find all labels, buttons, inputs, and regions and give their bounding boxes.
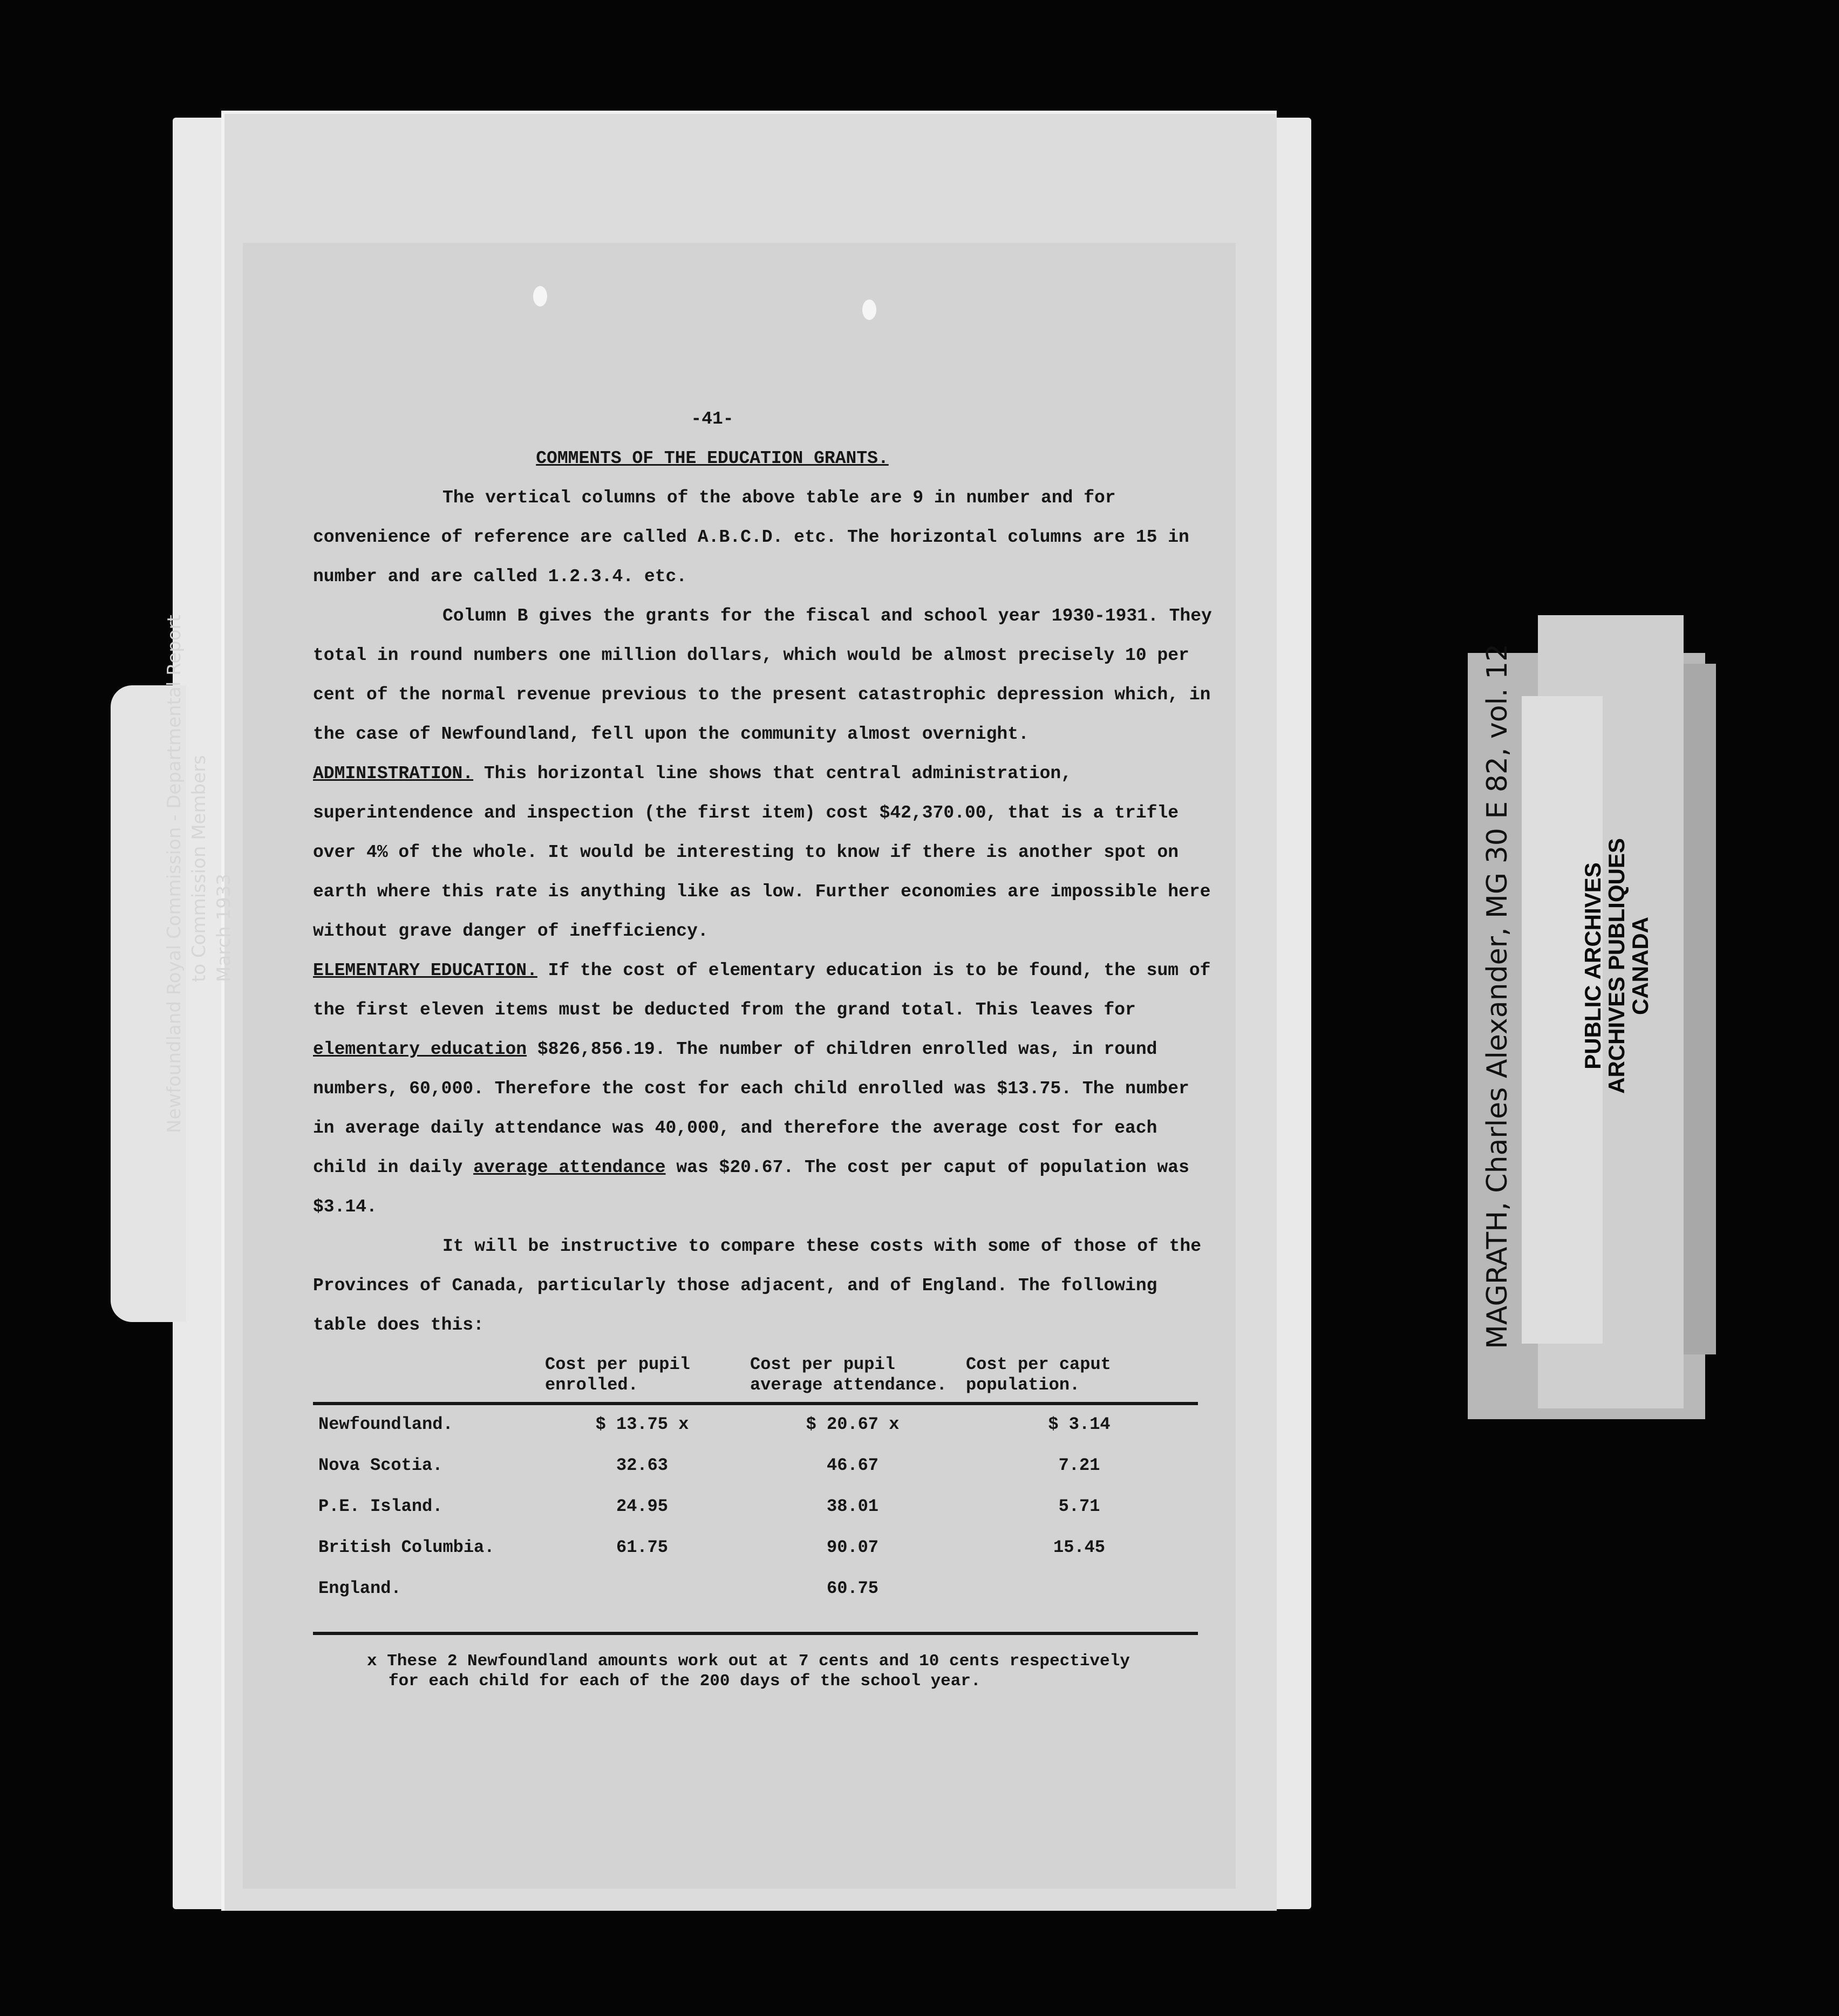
cost-comparison-table — [313, 1350, 1198, 1635]
page-content — [313, 399, 1220, 1691]
elementary-text-3: was $20.67. The cost per caput of population was $3.14. — [313, 1157, 1189, 1217]
table-cell: Nova Scotia. — [318, 1455, 443, 1475]
archive-stamp-line: ARCHIVES PUBLIQUES — [1604, 838, 1629, 1094]
table-header: Cost per pupil enrolled. — [540, 1350, 745, 1404]
administration-text: This horizontal line shows that central administration, superintendence and inspection (the first item) cost $42,370.00, that is a trifle over 4% of the whole. It would be interesting to know if there is another spot on earth where this rate is anything like as low. Further economies are impossible here without grave danger of inefficiency. — [313, 764, 1211, 941]
paragraph-administration — [313, 754, 1220, 951]
table-cell: 5.71 — [1058, 1496, 1100, 1516]
table-footnote: x These 2 Newfoundland amounts work out at 7 cents and 10 cents respectively for each child for each of the 200 days of the school year. — [367, 1652, 1130, 1691]
table-row — [313, 1487, 1198, 1528]
table-header — [313, 1350, 540, 1404]
archive-stamp-line: CANADA — [1627, 917, 1653, 1015]
elementary-text-2: $826,856.19. The number of children enrolled was, in round numbers, 60,000. Therefore the cost for each child enrolled was $13.75. The number in average daily attendance was 40,000, and therefore the average cost for each child in daily — [313, 1039, 1189, 1177]
table-cell: 15.45 — [1053, 1537, 1105, 1557]
page-number: -41- — [691, 409, 734, 429]
table-row — [313, 1446, 1198, 1487]
elementary-label: ELEMENTARY EDUCATION. — [313, 961, 537, 980]
archive-stamp-line: PUBLIC ARCHIVES — [1580, 862, 1605, 1070]
paragraph-elementary — [313, 951, 1220, 1227]
paragraph-comparison: It will be instructive to compare these costs with some of those of the Provinces of Canada, particularly those adjacent, and of England. The following table does this: — [313, 1236, 1202, 1335]
table-cell: 90.07 — [826, 1537, 878, 1557]
paragraph-column-b: Column B gives the grants for the fiscal and school year 1930-1931. They total in round numbers one million dollars, which would be almost precisely 10 per cent of the normal revenue previous to the present catastrophic depression which, in the case of Newfoundland, fell upon the community almost overnight. — [313, 606, 1212, 744]
table-cell: $ 20.67 x — [806, 1414, 900, 1434]
table-cell: $ 3.14 — [1048, 1414, 1111, 1434]
table-cell: 38.01 — [826, 1496, 878, 1516]
table-cell: Newfoundland. — [318, 1414, 453, 1434]
paragraph-columns: The vertical columns of the above table are 9 in number and for convenience of reference are called A.B.C.D. etc. The horizontal columns are 15 in number and are called 1.2.3.4. etc. — [313, 488, 1189, 587]
margin-note-line: to Commission Members — [188, 755, 210, 982]
table-header: Cost per caput population. — [961, 1350, 1198, 1404]
table-cell: 60.75 — [745, 1569, 961, 1633]
table-cell: P.E. Island. — [318, 1496, 443, 1516]
elementary-underline-1: elementary education — [313, 1039, 527, 1059]
table-header-row — [313, 1350, 1198, 1404]
table-cell: 32.63 — [616, 1455, 668, 1475]
table-header: Cost per pupil average attendance. — [745, 1350, 961, 1404]
table-cell: 7.21 — [1058, 1455, 1100, 1475]
page-heading: COMMENTS OF THE EDUCATION GRANTS. — [536, 448, 889, 468]
table-row — [313, 1404, 1198, 1446]
punch-hole-left — [533, 286, 547, 307]
administration-label: ADMINISTRATION. — [313, 764, 474, 784]
elementary-underline-2: average attendance — [473, 1157, 666, 1177]
table-cell: 61.75 — [616, 1537, 668, 1557]
table-cell: $ 13.75 x — [595, 1414, 689, 1434]
table-cell — [961, 1569, 1198, 1633]
archive-card-edge — [1684, 664, 1716, 1354]
handwritten-margin-note — [162, 615, 236, 1133]
margin-note-line: March 1933 — [213, 874, 235, 982]
archive-stamp — [1581, 745, 1652, 1187]
table-row — [313, 1569, 1198, 1633]
table-cell: 24.95 — [616, 1496, 668, 1516]
punch-hole-right — [862, 299, 876, 320]
archive-reference: MAGRATH, Charles Alexander, MG 30 E 82, vol. 12 — [1481, 643, 1514, 1349]
margin-note-line: Newfoundland Royal Commission - Departmental Report — [164, 615, 185, 1133]
table-row — [313, 1528, 1198, 1569]
table-cell — [540, 1569, 745, 1633]
elementary-text-1: If the cost of elementary education is to be found, the sum of the first eleven items must be deducted from the grand total. This leaves for — [313, 961, 1211, 1020]
table-cell: England. — [313, 1569, 540, 1633]
table-cell: 46.67 — [826, 1455, 878, 1475]
table-cell: British Columbia. — [318, 1537, 495, 1557]
